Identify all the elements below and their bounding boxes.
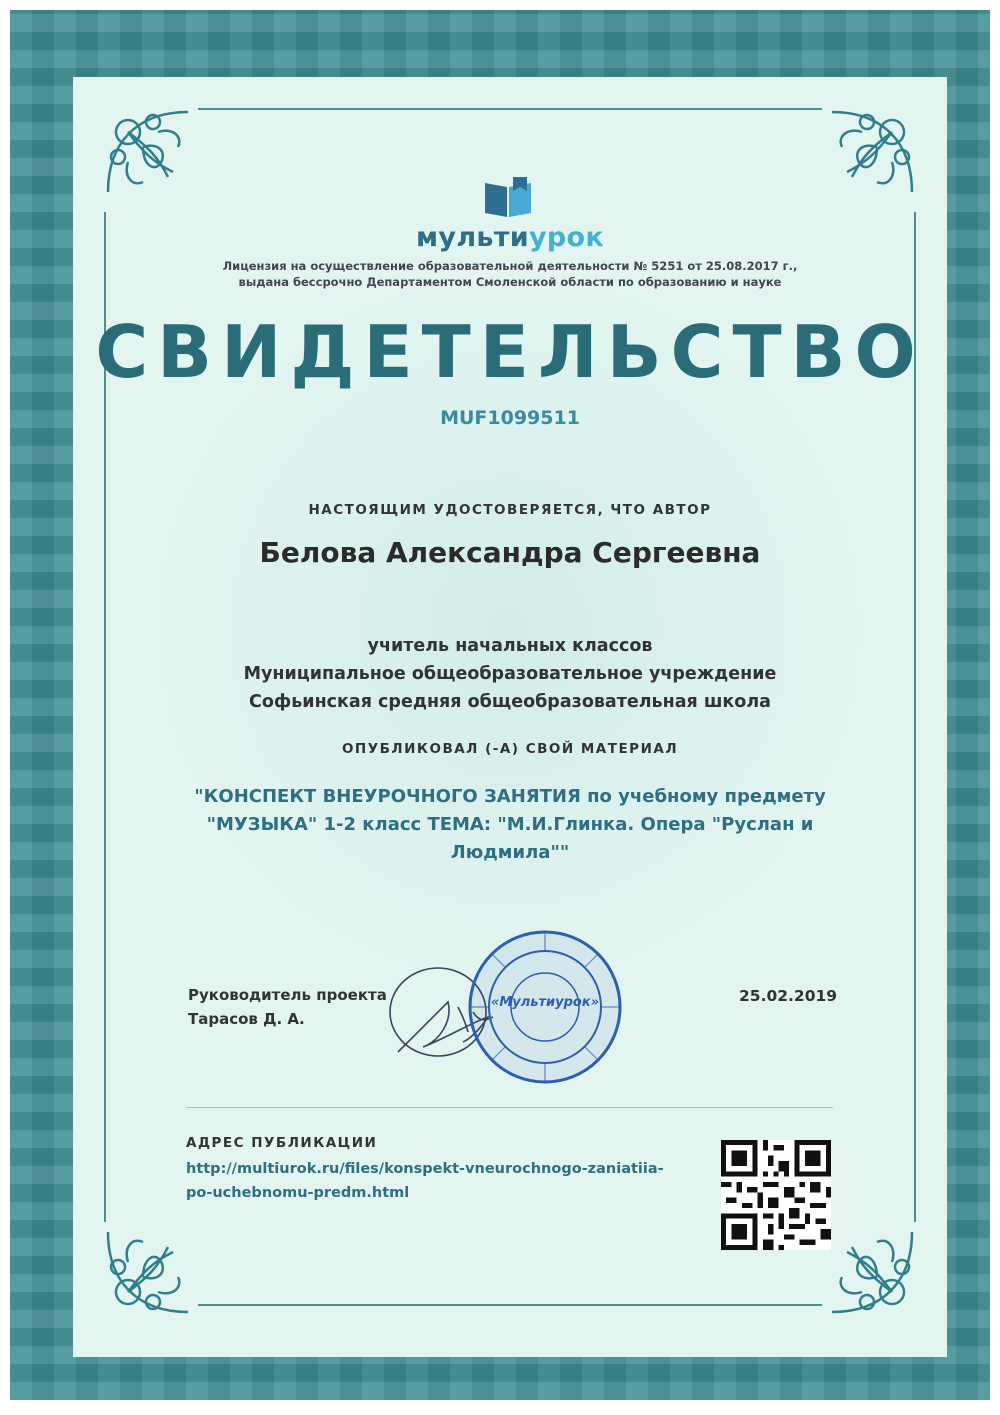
project-lead [188, 983, 387, 1031]
license-line-1: Лицензия на осуществление образовательной деятельности № 5251 от 25.08.2017 г., [222, 259, 798, 273]
ornament-top-left-icon [98, 102, 198, 202]
author-info [73, 632, 947, 716]
bottom-frame-line [198, 1304, 822, 1306]
publication-url-line-2[interactable]: po-uchebnomu-predm.html [186, 1185, 410, 1201]
material-line-3: Людмила"" [450, 842, 570, 863]
brand-name-part2: урок [528, 222, 604, 253]
certificate-id: MUF1099511 [440, 407, 580, 429]
brand-name [73, 222, 947, 253]
open-book-logo-icon [483, 177, 533, 219]
stamp-center-text: «Мультиурок» [490, 995, 600, 1010]
license-line-2: выдана бессрочно Департаментом Смоленской области по образованию и науке [238, 275, 782, 289]
ornament-top-right-icon [822, 102, 922, 202]
author-position: учитель начальных классов [367, 636, 653, 656]
certificate-outer-frame [10, 10, 990, 1400]
certificate-paper [73, 77, 947, 1357]
author-name: Белова Александра Сергеевна [259, 536, 761, 569]
published-text: ОПУБЛИКОВАЛ (-А) СВОЙ МАТЕРИАЛ [341, 741, 679, 757]
material-title [173, 783, 847, 867]
organization-line-2: Софьинская средняя общеобразовательная школа [249, 692, 771, 712]
material-line-1: "КОНСПЕКТ ВНЕУРОЧНОГО ЗАНЯТИЯ по учебному предмету [194, 786, 826, 807]
material-line-2: "МУЗЫКА" 1-2 класс ТЕМА: "М.И.Глинка. Опера "Руслан и [206, 814, 814, 835]
certificate-date: 25.02.2019 [739, 987, 838, 1005]
top-frame-line [198, 108, 822, 110]
certifies-text: НАСТОЯЩИМ УДОСТОВЕРЯЕТСЯ, ЧТО АВТОР [308, 502, 712, 518]
publication-address [186, 1135, 706, 1205]
publication-divider [186, 1107, 833, 1108]
publication-title: АДРЕС ПУБЛИКАЦИИ [186, 1135, 378, 1151]
ornament-bottom-right-icon [822, 1222, 922, 1322]
project-lead-role: Руководитель проекта [188, 986, 387, 1004]
organization-line-1: Муниципальное общеобразовательное учреждение [243, 664, 777, 684]
license-text [73, 258, 947, 290]
publication-url-line-1[interactable]: http://multiurok.ru/files/konspekt-vneurochnogo-zaniatiia- [186, 1161, 664, 1177]
brand-name-part1: мульти [416, 222, 529, 253]
qr-code[interactable] [721, 1140, 831, 1250]
ornament-bottom-left-icon [98, 1222, 198, 1322]
publication-url[interactable] [186, 1157, 706, 1205]
certificate-title: СВИДЕТЕЛЬСТВО [95, 310, 925, 394]
project-lead-name: Тарасов Д. А. [188, 1010, 305, 1028]
